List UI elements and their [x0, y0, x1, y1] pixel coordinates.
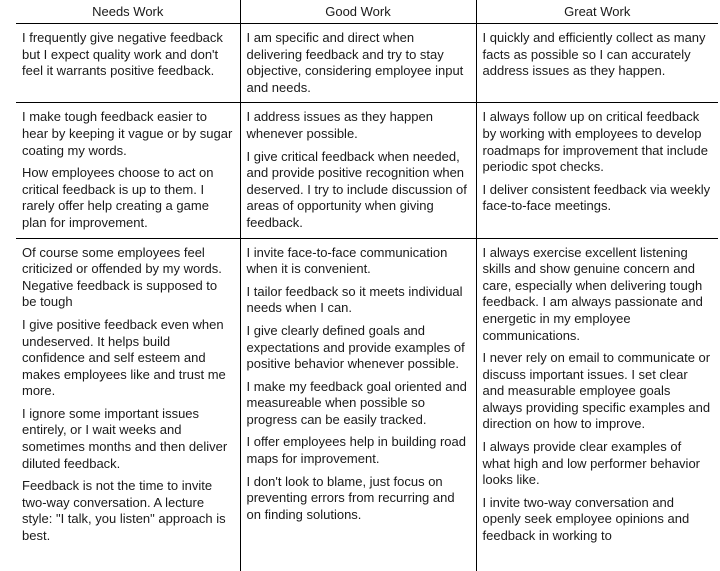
cell-good-work: [240, 24, 476, 103]
cell-paragraph: I give clearly defined goals and expectations and provide examples of positive behavior whenever possible.: [246, 322, 465, 372]
cell-paragraph: I address issues as they happen whenever possible.: [246, 109, 433, 141]
cell-paragraph: I always provide clear examples of what high and low performer behavior looks like.: [482, 439, 701, 488]
cell-paragraph: I always exercise excellent listening skills and show genuine concern and care, especially when delivering tough feedback. I am always passionate and energetic in my employee communications.: [482, 244, 703, 343]
cell-paragraph: I make my feedback goal oriented and measureable when possible so progress can be easily tracked.: [246, 378, 467, 427]
cell-paragraph: Feedback is not the time to invite two-way conversation. A lecture style: "I talk, you listen" approach is best.: [22, 478, 226, 544]
cell-paragraph: I invite two-way conversation and openly seek employee opinions and feedback in working to: [482, 494, 690, 544]
table-row: [16, 103, 718, 238]
header-great-work: Great Work: [476, 0, 718, 24]
cell-paragraph: I tailor feedback so it meets individual needs when I can.: [246, 283, 463, 316]
cell-needs-work: [16, 238, 240, 571]
cell-paragraph: I quickly and efficiently collect as many facts as possible so I can accurately address issues as they happen.: [482, 30, 706, 79]
cell-needs-work: [16, 103, 240, 238]
table-row: [16, 238, 718, 571]
cell-paragraph: I deliver consistent feedback via weekly face-to-face meetings.: [482, 181, 711, 214]
cell-great-work: [476, 238, 718, 571]
table-row: [16, 24, 718, 103]
cell-paragraph: I always follow up on critical feedback by working with employees to develop roadmaps for improvement that include periodic spot checks.: [482, 109, 708, 175]
cell-paragraph: Of course some employees feel criticized or offended by my words. Negative feedback is supposed to be tough: [22, 244, 222, 310]
cell-good-work: [240, 238, 476, 571]
cell-paragraph: I give critical feedback when needed, and provide positive recognition when deserved. I try to include discussion of areas of opportunity when giving feedback.: [246, 148, 467, 230]
header-good-work: Good Work: [240, 0, 476, 24]
cell-paragraph: I don't look to blame, just focus on preventing errors from recurring and on finding solutions.: [246, 473, 455, 522]
feedback-rubric-table: [16, 0, 718, 571]
cell-paragraph: How employees choose to act on critical feedback is up to them. I rarely offer help creating a game plan for improvement.: [22, 165, 214, 230]
cell-paragraph: I am specific and direct when delivering feedback and try to stay objective, considering employee input and needs.: [246, 30, 464, 95]
cell-paragraph: I ignore some important issues entirely, or I wait weeks and sometimes months and then deliver diluted feedback.: [22, 405, 228, 471]
cell-great-work: [476, 24, 718, 103]
cell-great-work: [476, 103, 718, 238]
header-needs-work: Needs Work: [16, 0, 240, 24]
cell-paragraph: I offer employees help in building road maps for improvement.: [246, 434, 466, 467]
header-row: [16, 0, 718, 24]
cell-good-work: [240, 103, 476, 238]
cell-paragraph: I invite face-to-face communication when it is convenient.: [246, 244, 448, 277]
cell-paragraph: I frequently give negative feedback but I expect quality work and don't feel it warrants positive feedback.: [22, 30, 223, 79]
cell-needs-work: [16, 24, 240, 103]
cell-paragraph: I make tough feedback easier to hear by keeping it vague or by sugar coating my words.: [22, 109, 233, 158]
cell-paragraph: I give positive feedback even when undeserved. It helps build confidence and self esteem and makes employees like and trust me more.: [22, 316, 226, 399]
cell-paragraph: I never rely on email to communicate or discuss important issues. I set clear and measurable employee goals always providing specific examples and direction on how to improve.: [482, 350, 711, 432]
